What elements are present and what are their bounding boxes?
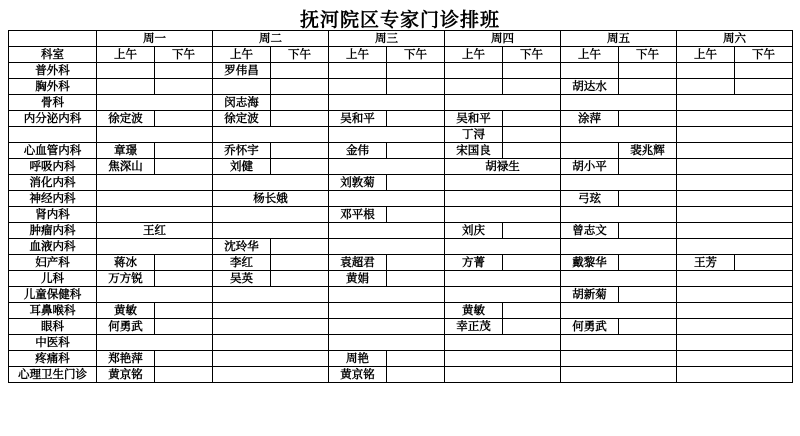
doctor-cell: 宋国良	[445, 143, 503, 159]
empty-cell	[271, 239, 329, 255]
empty-cell	[387, 271, 445, 287]
doctor-cell: 胡新菊	[561, 287, 619, 303]
empty-cell	[619, 287, 677, 303]
empty-cell	[213, 367, 329, 383]
doctor-cell: 黄京铭	[97, 367, 155, 383]
empty-cell	[329, 63, 387, 79]
empty-cell	[97, 95, 213, 111]
day-header-thu: 周四	[445, 31, 561, 47]
empty-cell	[619, 191, 677, 207]
empty-cell	[155, 111, 213, 127]
empty-cell	[677, 287, 793, 303]
pm-header: 下午	[387, 47, 445, 63]
empty-cell	[561, 367, 677, 383]
empty-cell	[213, 287, 329, 303]
doctor-cell: 刘庆	[445, 223, 503, 239]
empty-cell	[503, 319, 561, 335]
empty-cell	[677, 239, 793, 255]
empty-cell	[677, 303, 793, 319]
empty-cell	[677, 271, 793, 287]
doctor-cell: 涂萍	[561, 111, 619, 127]
empty-cell	[445, 207, 561, 223]
empty-cell	[677, 95, 793, 111]
empty-cell	[97, 287, 213, 303]
empty-cell	[387, 79, 445, 95]
doctor-cell: 吴英	[213, 271, 271, 287]
corner-cell	[9, 31, 97, 47]
doctor-cell: 王红	[97, 223, 213, 239]
doctor-cell: 杨长娥	[213, 191, 329, 207]
am-header: 上午	[561, 47, 619, 63]
doctor-cell: 刘敦菊	[329, 175, 387, 191]
empty-cell	[561, 303, 677, 319]
pm-header: 下午	[619, 47, 677, 63]
doctor-cell: 吴和平	[445, 111, 503, 127]
empty-cell	[329, 319, 445, 335]
doctor-cell: 徐定波	[213, 111, 271, 127]
empty-cell	[619, 159, 677, 175]
empty-cell	[561, 143, 619, 159]
empty-cell	[155, 63, 213, 79]
doctor-cell: 罗伟昌	[213, 63, 271, 79]
doctor-cell: 胡小平	[561, 159, 619, 175]
empty-cell	[155, 303, 213, 319]
schedule-row	[9, 111, 793, 127]
am-header: 上午	[677, 47, 735, 63]
empty-cell	[445, 335, 561, 351]
dept-cell: 血液内科	[9, 239, 97, 255]
empty-cell	[387, 367, 445, 383]
dept-cell: 骨科	[9, 95, 97, 111]
empty-cell	[677, 111, 793, 127]
doctor-cell: 裴兆辉	[619, 143, 677, 159]
schedule-row	[9, 367, 793, 383]
empty-cell	[155, 255, 213, 271]
empty-cell	[329, 127, 445, 143]
doctor-cell: 周艳	[329, 351, 387, 367]
empty-cell	[213, 79, 271, 95]
page-title: 抚河院区专家门诊排班	[299, 9, 500, 31]
empty-cell	[387, 63, 445, 79]
empty-cell	[271, 79, 329, 95]
empty-cell	[561, 271, 677, 287]
empty-cell	[271, 95, 329, 111]
doctor-cell: 黄敏	[445, 303, 503, 319]
doctor-cell: 胡禄生	[445, 159, 561, 175]
empty-cell	[503, 303, 561, 319]
doctor-cell: 曾志文	[561, 223, 619, 239]
schedule-row	[9, 191, 793, 207]
dept-cell: 儿科	[9, 271, 97, 287]
empty-cell	[97, 127, 213, 143]
doctor-cell: 戴黎华	[561, 255, 619, 271]
am-header: 上午	[445, 47, 503, 63]
empty-cell	[329, 287, 445, 303]
pm-header: 下午	[155, 47, 213, 63]
session-header-row	[9, 47, 793, 63]
schedule-row	[9, 175, 793, 191]
empty-cell	[271, 159, 329, 175]
day-header-fri: 周五	[561, 31, 677, 47]
empty-cell	[503, 143, 561, 159]
empty-cell	[155, 351, 213, 367]
empty-cell	[445, 367, 561, 383]
empty-cell	[677, 127, 793, 143]
am-header: 上午	[329, 47, 387, 63]
empty-cell	[561, 63, 619, 79]
doctor-cell: 章璟	[97, 143, 155, 159]
empty-cell	[213, 127, 329, 143]
schedule-table	[8, 30, 793, 383]
empty-cell	[213, 319, 329, 335]
doctor-cell: 刘健	[213, 159, 271, 175]
schedule-row	[9, 207, 793, 223]
schedule-row	[9, 335, 793, 351]
pm-header: 下午	[735, 47, 793, 63]
doctor-cell: 吴和平	[329, 111, 387, 127]
doctor-cell: 何勇武	[561, 319, 619, 335]
empty-cell	[561, 95, 677, 111]
schedule-row	[9, 159, 793, 175]
dept-cell: 普外科	[9, 63, 97, 79]
empty-cell	[677, 207, 793, 223]
empty-cell	[213, 175, 329, 191]
day-header-mon: 周一	[97, 31, 213, 47]
empty-cell	[155, 159, 213, 175]
empty-cell	[677, 351, 793, 367]
empty-cell	[213, 303, 329, 319]
empty-cell	[561, 335, 677, 351]
dept-cell: 呼吸内科	[9, 159, 97, 175]
dept-cell: 妇产科	[9, 255, 97, 271]
dept-cell: 神经内科	[9, 191, 97, 207]
schedule-body	[9, 31, 793, 383]
doctor-cell: 黄敏	[97, 303, 155, 319]
empty-cell	[445, 191, 561, 207]
schedule-row	[9, 79, 793, 95]
schedule-row	[9, 95, 793, 111]
empty-cell	[271, 111, 329, 127]
dept-cell: 儿童保健科	[9, 287, 97, 303]
empty-cell	[677, 63, 735, 79]
empty-cell	[445, 63, 503, 79]
empty-cell	[97, 79, 155, 95]
empty-cell	[445, 175, 561, 191]
empty-cell	[155, 143, 213, 159]
schedule-row	[9, 351, 793, 367]
day-header-wed: 周三	[329, 31, 445, 47]
empty-cell	[329, 79, 387, 95]
empty-cell	[271, 63, 329, 79]
empty-cell	[97, 239, 213, 255]
empty-cell	[97, 335, 213, 351]
dept-cell: 消化内科	[9, 175, 97, 191]
empty-cell	[677, 335, 793, 351]
doctor-cell: 李红	[213, 255, 271, 271]
doctor-cell: 黄京铭	[329, 367, 387, 383]
schedule-row	[9, 223, 793, 239]
day-header-row	[9, 31, 793, 47]
empty-cell	[677, 367, 793, 383]
am-header: 上午	[213, 47, 271, 63]
empty-cell	[329, 159, 445, 175]
am-header: 上午	[97, 47, 155, 63]
dept-cell: 胸外科	[9, 79, 97, 95]
dept-cell: 耳鼻喉科	[9, 303, 97, 319]
schedule-row	[9, 239, 793, 255]
doctor-cell: 乔怀宇	[213, 143, 271, 159]
dept-cell: 眼科	[9, 319, 97, 335]
empty-cell	[677, 79, 735, 95]
dept-cell: 疼痛科	[9, 351, 97, 367]
empty-cell	[561, 351, 677, 367]
empty-cell	[503, 111, 561, 127]
empty-cell	[735, 79, 793, 95]
empty-cell	[677, 191, 793, 207]
empty-cell	[387, 207, 445, 223]
empty-cell	[97, 63, 155, 79]
dept-cell: 肾内科	[9, 207, 97, 223]
doctor-cell: 沈玲华	[213, 239, 271, 255]
empty-cell	[677, 159, 793, 175]
empty-cell	[619, 319, 677, 335]
doctor-cell: 金伟	[329, 143, 387, 159]
empty-cell	[329, 303, 445, 319]
empty-cell	[503, 63, 561, 79]
empty-cell	[155, 367, 213, 383]
empty-cell	[503, 223, 561, 239]
empty-cell	[561, 127, 677, 143]
empty-cell	[97, 207, 213, 223]
schedule-row	[9, 303, 793, 319]
day-header-tue: 周二	[213, 31, 329, 47]
empty-cell	[445, 287, 561, 303]
empty-cell	[445, 351, 561, 367]
empty-cell	[213, 223, 329, 239]
dept-cell: 心理卫生门诊	[9, 367, 97, 383]
empty-cell	[329, 335, 445, 351]
empty-cell	[677, 223, 793, 239]
empty-cell	[445, 95, 561, 111]
schedule-row	[9, 271, 793, 287]
empty-cell	[329, 223, 445, 239]
empty-cell	[329, 239, 445, 255]
empty-cell	[213, 351, 329, 367]
dept-cell: 内分泌内科	[9, 111, 97, 127]
schedule-row	[9, 143, 793, 159]
empty-cell	[503, 255, 561, 271]
doctor-cell: 弓玹	[561, 191, 619, 207]
empty-cell	[561, 207, 677, 223]
dept-cell	[9, 127, 97, 143]
empty-cell	[329, 191, 445, 207]
doctor-cell: 邓平根	[329, 207, 387, 223]
empty-cell	[155, 271, 213, 287]
empty-cell	[561, 239, 677, 255]
dept-cell: 心血管内科	[9, 143, 97, 159]
doctor-cell: 郑艳萍	[97, 351, 155, 367]
doctor-cell: 徐定波	[97, 111, 155, 127]
empty-cell	[387, 255, 445, 271]
empty-cell	[97, 175, 213, 191]
doctor-cell: 王芳	[677, 255, 735, 271]
doctor-cell: 蒋冰	[97, 255, 155, 271]
doctor-cell: 胡达水	[561, 79, 619, 95]
empty-cell	[677, 175, 793, 191]
empty-cell	[445, 239, 561, 255]
empty-cell	[213, 335, 329, 351]
empty-cell	[735, 255, 793, 271]
empty-cell	[213, 207, 329, 223]
empty-cell	[271, 271, 329, 287]
empty-cell	[619, 111, 677, 127]
schedule-row	[9, 63, 793, 79]
doctor-cell: 焦深山	[97, 159, 155, 175]
empty-cell	[677, 143, 793, 159]
doctor-cell: 丁浔	[445, 127, 503, 143]
empty-cell	[619, 79, 677, 95]
day-header-sat: 周六	[677, 31, 793, 47]
empty-cell	[735, 63, 793, 79]
empty-cell	[271, 143, 329, 159]
empty-cell	[155, 319, 213, 335]
schedule-row	[9, 319, 793, 335]
empty-cell	[445, 79, 503, 95]
empty-cell	[387, 351, 445, 367]
doctor-cell: 方菁	[445, 255, 503, 271]
empty-cell	[387, 175, 445, 191]
pm-header: 下午	[271, 47, 329, 63]
schedule-row	[9, 127, 793, 143]
dept-cell: 肿瘤内科	[9, 223, 97, 239]
doctor-cell: 闵志海	[213, 95, 271, 111]
empty-cell	[387, 143, 445, 159]
empty-cell	[503, 127, 561, 143]
empty-cell	[97, 191, 213, 207]
doctor-cell: 万方锐	[97, 271, 155, 287]
empty-cell	[387, 111, 445, 127]
empty-cell	[619, 63, 677, 79]
dept-cell: 中医科	[9, 335, 97, 351]
schedule-row	[9, 255, 793, 271]
doctor-cell: 黄娟	[329, 271, 387, 287]
empty-cell	[561, 175, 677, 191]
empty-cell	[677, 319, 793, 335]
empty-cell	[619, 255, 677, 271]
empty-cell	[445, 271, 561, 287]
doctor-cell: 袁超君	[329, 255, 387, 271]
empty-cell	[155, 79, 213, 95]
schedule-row	[9, 287, 793, 303]
doctor-cell: 幸正茂	[445, 319, 503, 335]
empty-cell	[503, 79, 561, 95]
doctor-cell: 何勇武	[97, 319, 155, 335]
empty-cell	[619, 223, 677, 239]
pm-header: 下午	[503, 47, 561, 63]
empty-cell	[271, 255, 329, 271]
dept-header: 科室	[9, 47, 97, 63]
empty-cell	[329, 95, 445, 111]
